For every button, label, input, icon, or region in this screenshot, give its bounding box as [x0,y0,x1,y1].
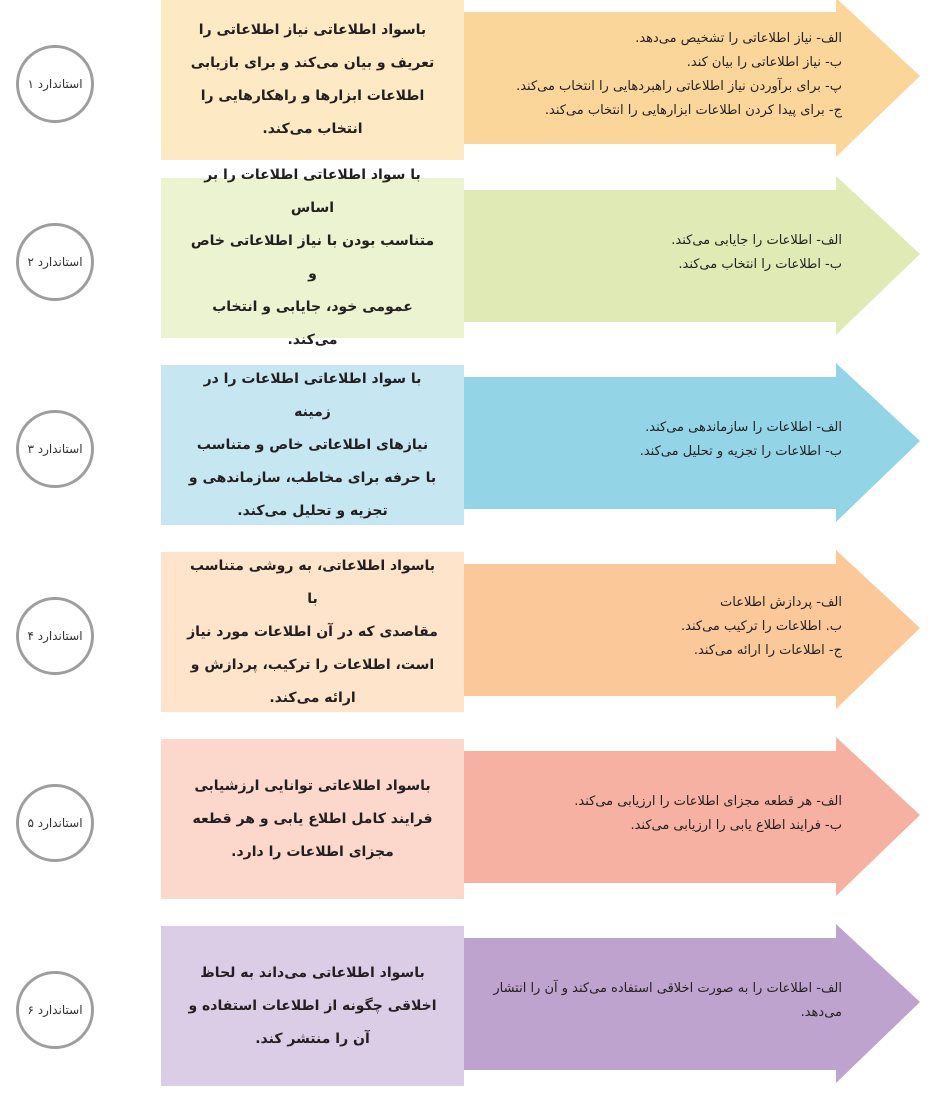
standard-row-5 [0,739,936,909]
standard-description-box [161,926,464,1086]
indicator-list [470,552,842,702]
standard-description-text: با سواد اطلاعاتی اطلاعات را بر اساس متناسب بودن با نیاز اطلاعاتی خاص و عمومی خود، جایابی و انتخاب می‌کند. [190,167,435,348]
indicator-item: ب- نیاز اطلاعاتی را بیان کند. [686,55,842,70]
standard-description-text: باسواد اطلاعاتی می‌داند به لحاظ اخلاقی چگونه از اطلاعات استفاده و آن را منتشر کند. [188,964,437,1047]
indicator-item: الف- پردازش اطلاعات [720,595,842,610]
standard-number-circle: استاندارد ۶ [16,971,94,1049]
standard-description-box [161,739,464,899]
standard-description-text: باسواد اطلاعاتی، به روشی متناسب با مقاصدی که در آن اطلاعات مورد نیاز است، اطلاعات را ترکیب، پردازش و ارائه می‌کند. [187,557,438,706]
standard-description-box [161,552,464,712]
indicator-item: پ- برای برآوردن نیاز اطلاعاتی راهبردهایی را انتخاب می‌کند. [516,79,842,94]
standard-description-box [161,167,464,348]
standard-row-4 [0,552,936,722]
standard-number-circle: استاندارد ۲ [16,223,94,301]
standard-row-1 [0,0,936,170]
indicator-item: ج- برای پیدا کردن اطلاعات ابزارهایی را انتخاب می‌کند. [544,103,842,118]
indicator-item: الف- اطلاعات را سازماندهی می‌کند. [645,420,842,435]
standard-number-circle: استاندارد ۵ [16,784,94,862]
standard-description-box [161,365,464,525]
indicator-list [470,739,842,889]
indicator-item: الف- نیاز اطلاعاتی را تشخیص می‌دهد. [635,31,842,46]
standard-number-circle: استاندارد ۴ [16,597,94,675]
standard-row-3 [0,365,936,535]
indicator-item: الف- اطلاعات را جایابی می‌کند. [671,233,842,248]
standard-number-circle: استاندارد ۱ [16,45,94,123]
standard-description-text: باسواد اطلاعاتی توانایی ارزشیابی فرایند کامل اطلاع یابی و هر قطعه مجزای اطلاعات را دارد. [192,777,433,860]
indicator-list [470,0,842,150]
indicator-item: ب- اطلاعات را انتخاب می‌کند. [678,257,842,272]
indicator-list [470,926,842,1076]
indicator-list [470,365,842,515]
indicator-item: الف- اطلاعات را به صورت اخلاقی استفاده می‌کند و آن را انتشار می‌دهد. [493,981,842,1020]
indicator-list [470,178,842,328]
indicator-item: ب. اطلاعات را ترکیب می‌کند. [681,619,842,634]
standard-description-box [161,0,464,160]
standard-row-6 [0,926,936,1096]
indicator-item: ج- اطلاعات را ارائه می‌کند. [693,643,842,658]
standard-number-circle: استاندارد ۳ [16,410,94,488]
standard-description-text: با سواد اطلاعاتی اطلاعات را در زمینه نیازهای اطلاعاتی خاص و متناسب با حرفه برای مخاطب، سازماندهی و تجزیه و تحلیل می‌کند. [188,370,437,519]
standard-row-2 [0,167,936,348]
standard-description-text: باسواد اطلاعاتی نیاز اطلاعاتی را تعریف و بیان می‌کند و برای بازیابی اطلاعات ابزارها و راهکارهایی را انتخاب می‌کند. [190,22,435,137]
indicator-item: ب- اطلاعات را تجزیه و تحلیل می‌کند. [639,444,842,459]
indicator-item: ب- فرایند اطلاع یابی را ارزیابی می‌کند. [630,818,842,833]
indicator-item: الف- هر قطعه مجزای اطلاعات را ارزیابی می‌کند. [574,794,842,809]
